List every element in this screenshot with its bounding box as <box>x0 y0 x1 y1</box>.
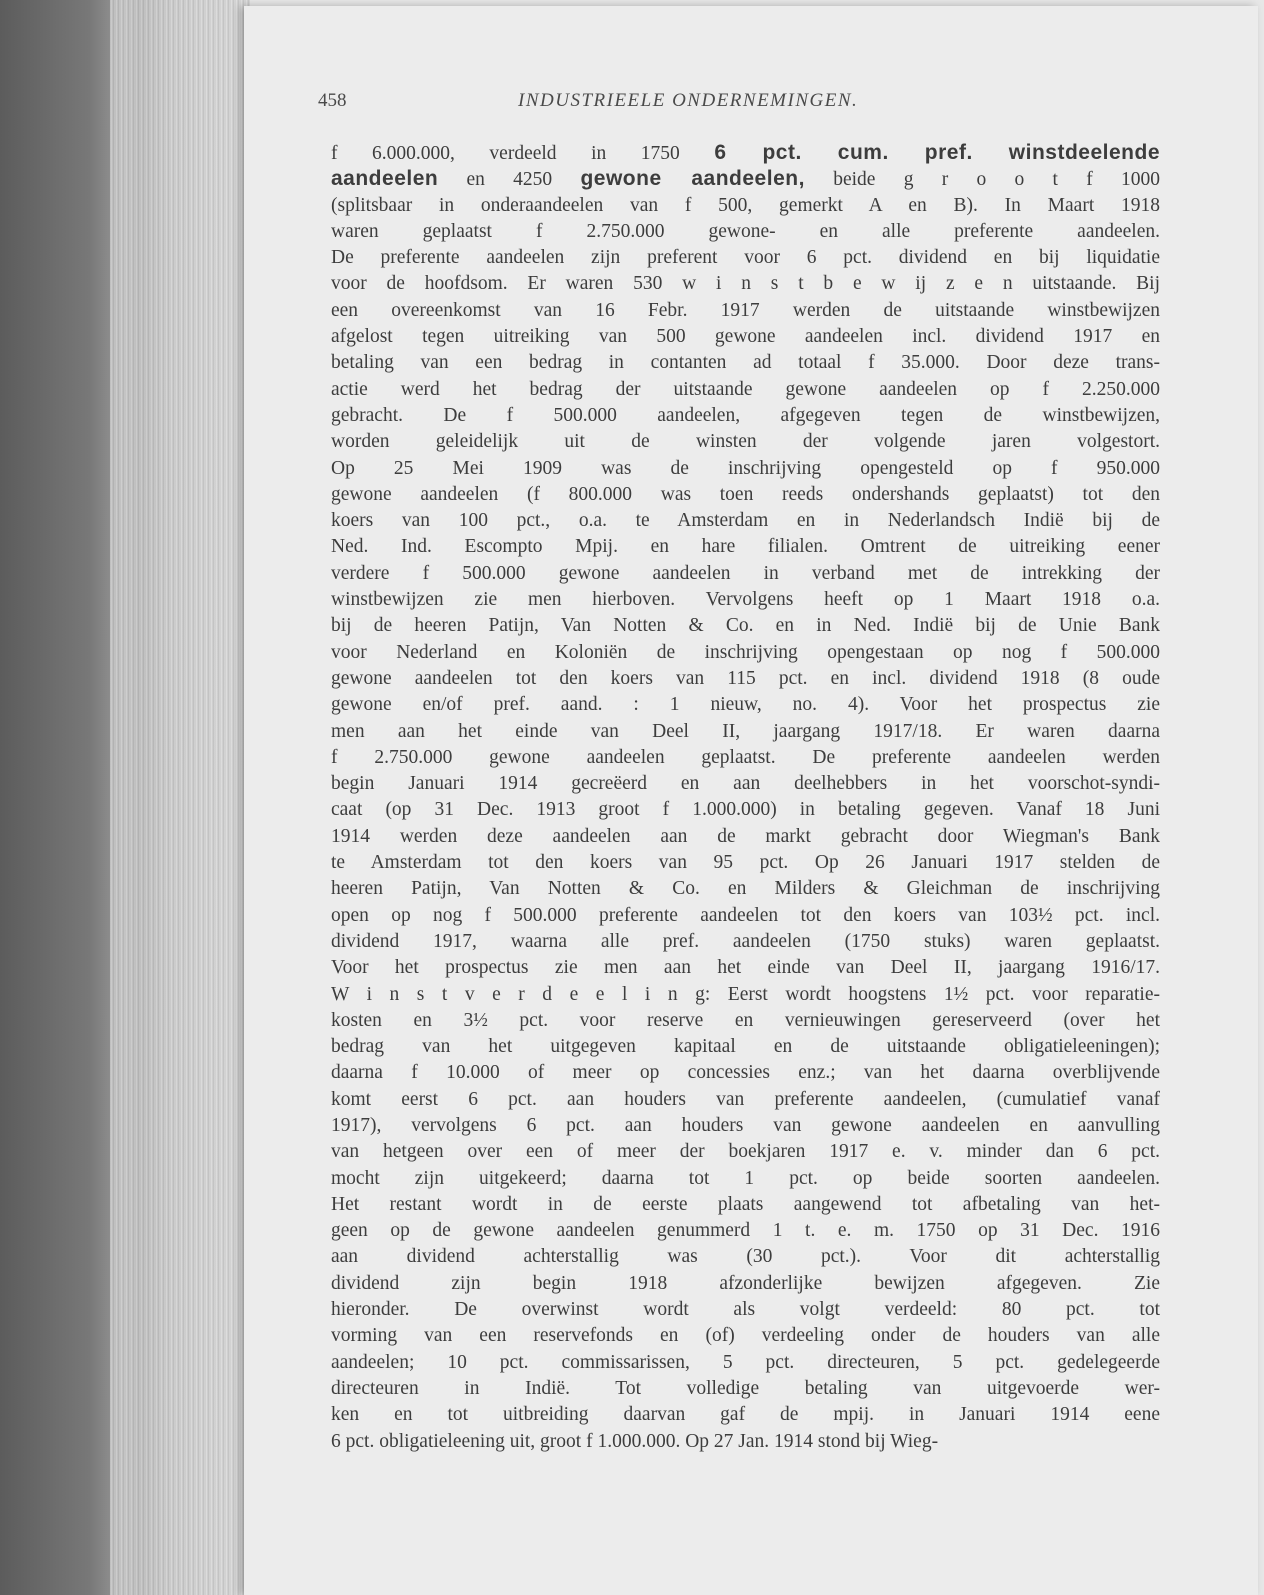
text-run: gewone aandeelen tot den koers van 115 pct. en incl. dividend 1918 (8 oude <box>331 667 1160 689</box>
text-line <box>331 824 1160 850</box>
text-line <box>331 429 1160 455</box>
text-run: f 6.000.000, verdeeld in 1750 <box>331 143 715 164</box>
text-line <box>331 1087 1160 1113</box>
book-spine-shadow <box>0 0 112 1595</box>
text-run: winstbewijzen zie men hierboven. Vervolgens heeft op 1 Maart 1918 o.a. <box>331 589 1160 611</box>
text-run: W i n s t v e r d e e l i n g: Eerst wordt hoogstens 1½ pct. voor reparatie- <box>331 983 1160 1005</box>
text-line <box>331 271 1160 297</box>
text-run: Op 25 Mei 1909 was de inschrijving opengesteld op f 950.000 <box>331 457 1160 479</box>
text-line <box>331 298 1160 324</box>
text-line <box>331 1244 1160 1270</box>
text-line <box>331 1113 1160 1139</box>
text-run: De preferente aandeelen zijn preferent voor 6 pct. dividend en bij liquidatie <box>331 247 1160 269</box>
text-line <box>331 1034 1160 1060</box>
text-run: f 2.750.000 gewone aandeelen geplaatst. De preferente aandeelen werden <box>331 746 1160 768</box>
text-line <box>331 640 1160 666</box>
text-line <box>331 771 1160 797</box>
text-run: caat (op 31 Dec. 1913 groot f 1.000.000) in betaling gegeven. Vanaf 18 Juni <box>331 799 1160 821</box>
text-line <box>331 666 1160 692</box>
text-run: Het restant wordt in de eerste plaats aangewend tot afbetaling van het- <box>331 1193 1160 1215</box>
text-line <box>331 193 1160 219</box>
text-run: open op nog f 500.000 preferente aandeelen tot den koers van 103½ pct. incl. <box>331 904 1160 926</box>
text-run: verdere f 500.000 gewone aandeelen in verband met de intrekking der <box>331 562 1160 584</box>
text-run: (splitsbaar in onderaandeelen van f 500, gemerkt A en B). In Maart 1918 <box>331 194 1160 216</box>
text-run: worden geleidelijk uit de winsten der volgende jaren volgestort. <box>331 431 1160 453</box>
text-line <box>331 403 1160 429</box>
text-line <box>331 324 1160 350</box>
text-run: te Amsterdam tot den koers van 95 pct. Op 26 Januari 1917 stelden de <box>331 852 1160 874</box>
text-run: gebracht. De f 500.000 aandeelen, afgegeven tegen de winstbewijzen, <box>331 404 1160 426</box>
text-run: gewone aandeelen (f 800.000 was toen reeds ondershands geplaatst) tot den <box>331 483 1160 505</box>
text-run: beide g r o o t f 1000 <box>804 169 1160 191</box>
text-line <box>331 350 1160 376</box>
text-run: komt eerst 6 pct. aan houders van preferente aandeelen, (cumulatief vanaf <box>331 1088 1160 1110</box>
text-line <box>331 1376 1160 1402</box>
text-line <box>331 534 1160 560</box>
text-run: waren geplaatst f 2.750.000 gewone- en alle preferente aandeelen. <box>331 220 1160 242</box>
text-run: actie werd het bedrag der uitstaande gewone aandeelen op f 2.250.000 <box>331 378 1160 400</box>
text-run: Voor het prospectus zie men aan het einde van Deel II, jaargang 1916/17. <box>331 957 1160 979</box>
text-line <box>331 456 1160 482</box>
text-run: bedrag van het uitgegeven kapitaal en de uitstaande obligatieleeningen); <box>331 1036 1160 1058</box>
text-line <box>331 719 1160 745</box>
text-line <box>331 166 1160 192</box>
bold-text-run: 6 pct. cum. pref. winstdeelende <box>714 141 1160 164</box>
text-run: Ned. Ind. Escompto Mpij. en hare filialen. Omtrent de uitreiking eener <box>331 536 1160 558</box>
text-run: en 4250 <box>438 169 581 191</box>
text-run: 1917), vervolgens 6 pct. aan houders van gewone aandeelen en aanvulling <box>331 1114 1160 1136</box>
text-line <box>331 377 1160 403</box>
text-run: geen op de gewone aandeelen genummerd 1 t. e. m. 1750 op 31 Dec. 1916 <box>331 1220 1160 1242</box>
text-line <box>331 1139 1160 1165</box>
text-run: voor de hoofdsom. Er waren 530 w i n s t b e w ij z e n uitstaande. Bij <box>331 273 1160 295</box>
text-run: dividend zijn begin 1918 afzonderlijke bewijzen afgegeven. Zie <box>331 1272 1160 1294</box>
text-line <box>331 1060 1160 1086</box>
text-run: 1914 werden deze aandeelen aan de markt gebracht door Wiegman's Bank <box>331 825 1160 847</box>
text-line <box>331 561 1160 587</box>
text-line <box>331 1323 1160 1349</box>
text-run: vorming van een reservefonds en (of) verdeeling onder de houders van alle <box>331 1325 1160 1347</box>
text-run: bij de heeren Patijn, Van Notten & Co. en in Ned. Indië bij de Unie Bank <box>331 615 1160 637</box>
page-edges <box>110 0 250 1595</box>
text-line <box>331 1350 1160 1376</box>
text-run: mocht zijn uitgekeerd; daarna tot 1 pct. op beide soorten aandeelen. <box>331 1167 1160 1189</box>
text-line <box>331 876 1160 902</box>
text-line <box>331 508 1160 534</box>
text-run: betaling van een bedrag in contanten ad totaal f 35.000. Door deze trans- <box>331 352 1160 374</box>
text-line <box>331 929 1160 955</box>
text-line <box>331 1297 1160 1323</box>
text-line <box>331 482 1160 508</box>
text-run: van hetgeen over een of meer der boekjaren 1917 e. v. minder dan 6 pct. <box>331 1141 1160 1163</box>
text-run: afgelost tegen uitreiking van 500 gewone aandeelen incl. dividend 1917 en <box>331 326 1160 348</box>
text-run: hieronder. De overwinst wordt als volgt verdeeld: 80 pct. tot <box>331 1299 1160 1321</box>
text-line <box>331 1429 1160 1455</box>
text-run: men aan het einde van Deel II, jaargang 1917/18. Er waren daarna <box>331 720 1160 742</box>
text-line <box>331 245 1160 271</box>
text-run: gewone en/of pref. aand. : 1 nieuw, no. 4). Voor het prospectus zie <box>331 694 1160 716</box>
text-line <box>331 850 1160 876</box>
text-run: voor Nederland en Koloniën de inschrijving opengestaan op nog f 500.000 <box>331 641 1160 663</box>
bold-text-run: aandeelen <box>331 167 439 191</box>
text-line <box>331 982 1160 1008</box>
text-run: dividend 1917, waarna alle pref. aandeelen (1750 stuks) waren geplaatst. <box>331 930 1160 952</box>
text-run: directeuren in Indië. Tot volledige betaling van uitgevoerde wer- <box>331 1377 1160 1399</box>
text-line <box>331 745 1160 771</box>
text-line <box>331 613 1160 639</box>
text-run: aan dividend achterstallig was (30 pct.). Voor dit achterstallig <box>331 1246 1160 1268</box>
text-line <box>331 1008 1160 1034</box>
page-number: 458 <box>318 90 347 111</box>
text-run: ken en tot uitbreiding daarvan gaf de mpij. in Januari 1914 eene <box>331 1404 1160 1426</box>
text-line <box>331 219 1160 245</box>
text-line <box>331 1402 1160 1428</box>
text-line <box>331 1271 1160 1297</box>
page-title: INDUSTRIEELE ONDERNEMINGEN. <box>518 90 859 111</box>
text-run: een overeenkomst van 16 Febr. 1917 werden de uitstaande winstbewijzen <box>331 299 1160 321</box>
text-line <box>331 1166 1160 1192</box>
text-run: daarna f 10.000 of meer op concessies enz.; van het daarna overblijvende <box>331 1062 1160 1084</box>
text-line <box>331 1218 1160 1244</box>
text-line <box>331 587 1160 613</box>
text-line <box>331 140 1160 166</box>
text-line <box>331 692 1160 718</box>
text-run: kosten en 3½ pct. voor reserve en vernieuwingen gereserveerd (over het <box>331 1009 1160 1031</box>
text-run: koers van 100 pct., o.a. te Amsterdam en in Nederlandsch Indië bij de <box>331 510 1160 532</box>
text-line <box>331 955 1160 981</box>
text-run: begin Januari 1914 gecreëerd en aan deelhebbers in het voorschot-syndi- <box>331 773 1160 795</box>
text-run: aandeelen; 10 pct. commissarissen, 5 pct. directeuren, 5 pct. gedelegeerde <box>331 1351 1160 1373</box>
bold-text-run: gewone aandeelen, <box>580 167 805 191</box>
text-run: heeren Patijn, Van Notten & Co. en Milders & Gleichman de inschrijving <box>331 878 1160 900</box>
text-line <box>331 1192 1160 1218</box>
text-run: 6 pct. obligatieleening uit, groot f 1.000.000. Op 27 Jan. 1914 stond bij Wieg- <box>331 1430 939 1452</box>
text-line <box>331 797 1160 823</box>
text-line <box>331 903 1160 929</box>
body-text <box>331 140 1160 1455</box>
